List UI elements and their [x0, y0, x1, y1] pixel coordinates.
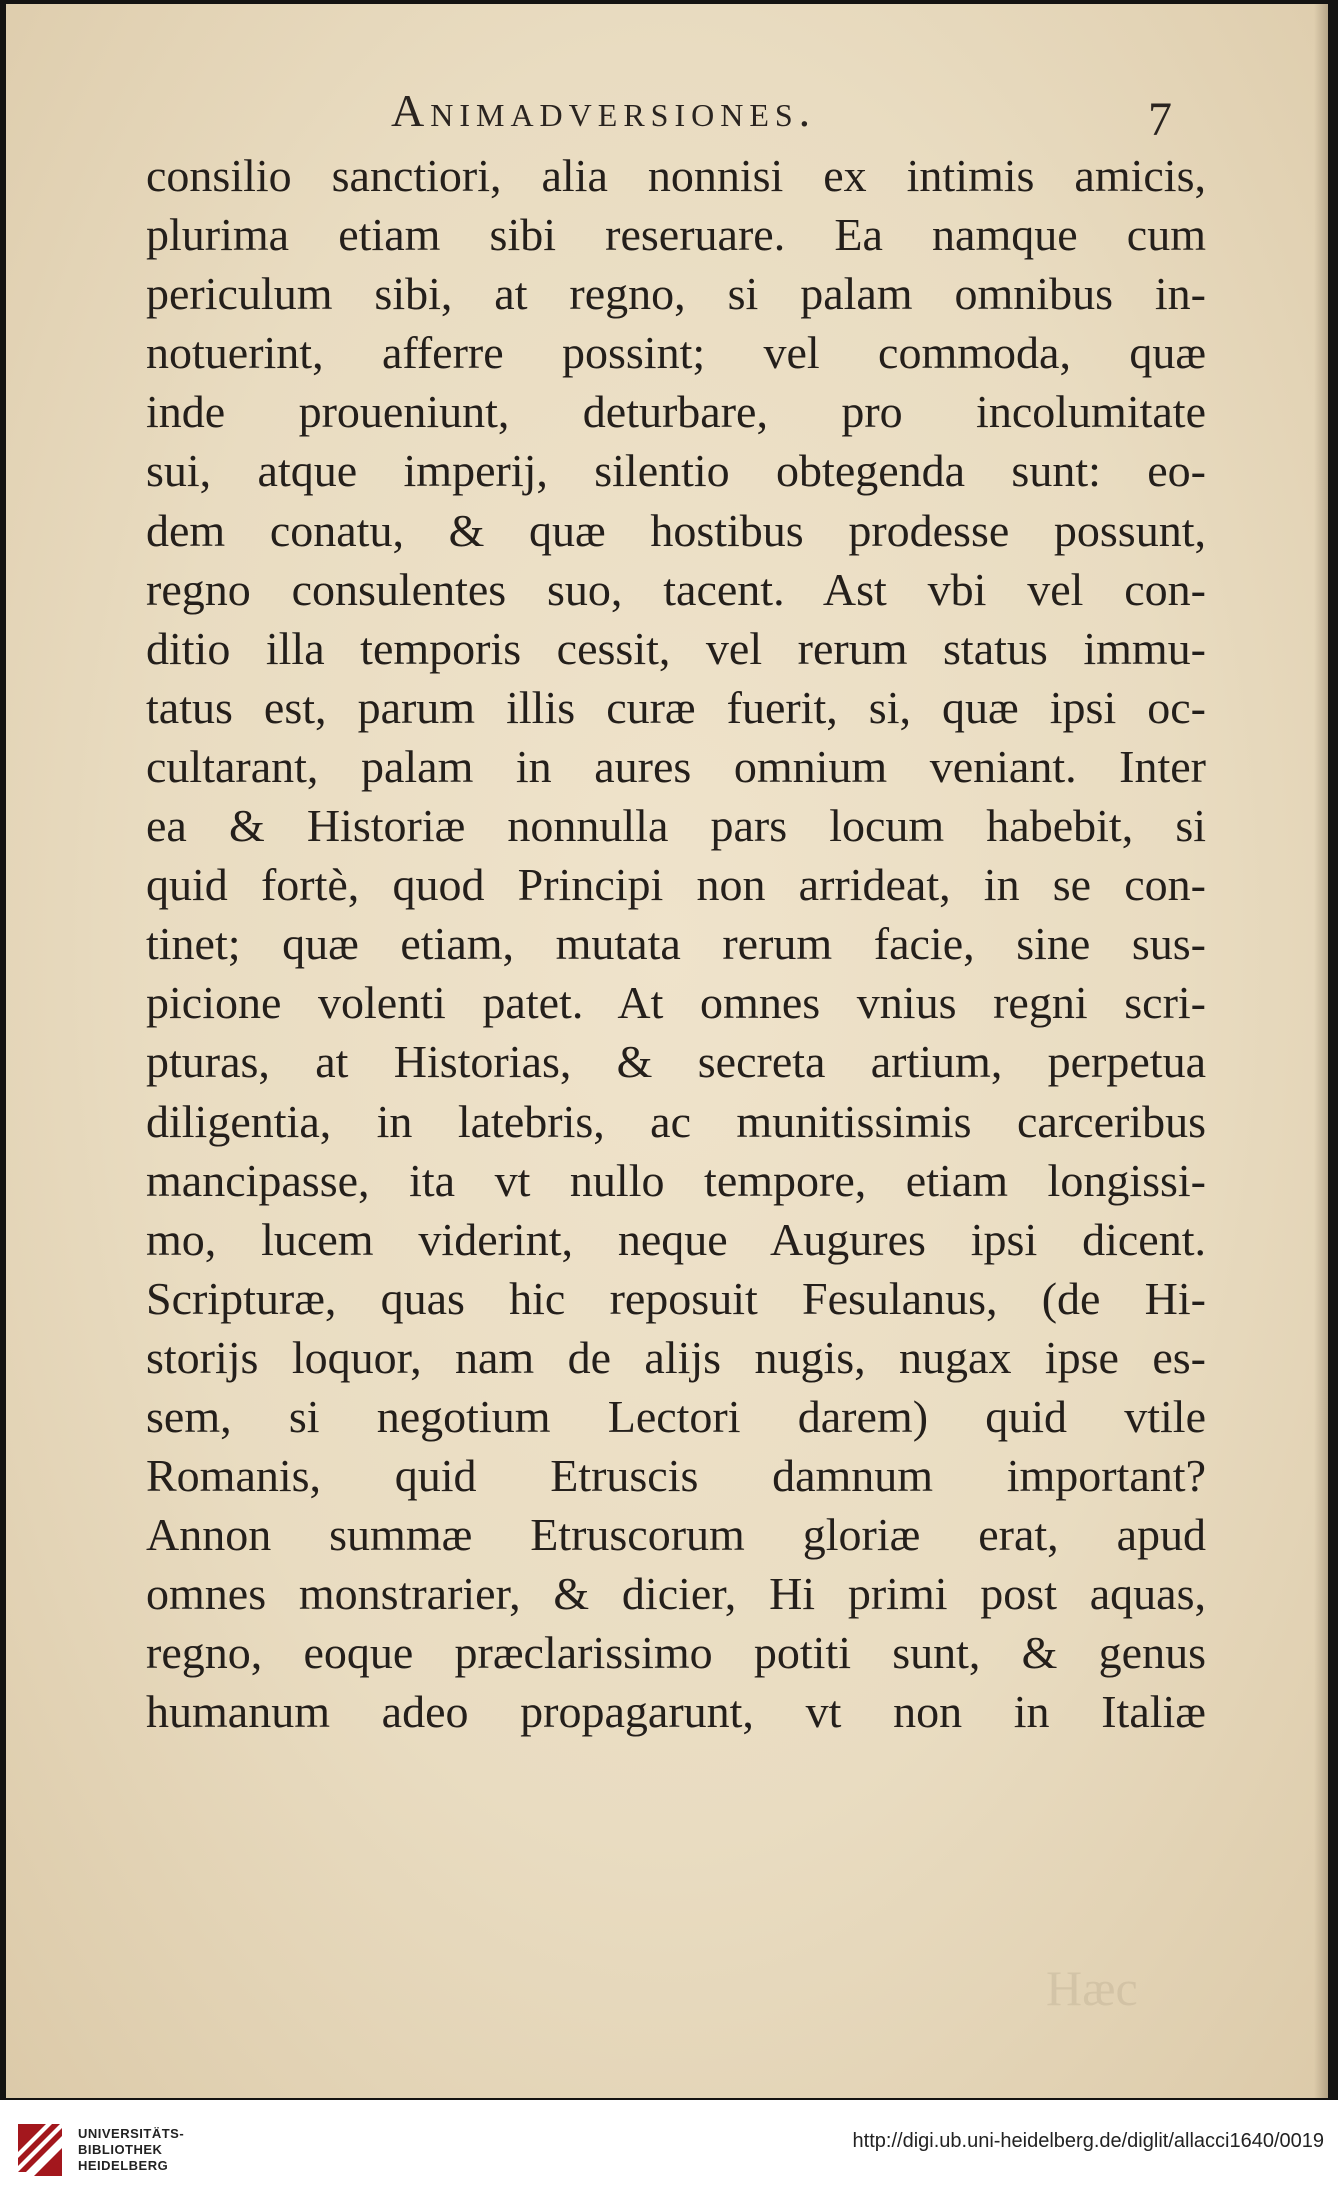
text-line: quid fortè, quod Principi non arrideat, in se con- [146, 859, 1206, 911]
text-line: tinet; quæ etiam, mutata rerum facie, sine sus- [146, 918, 1206, 970]
text-line: ea & Historiæ nonnulla pars locum habebit, si [146, 800, 1206, 852]
text-line: regno consulentes suo, tacent. Ast vbi vel con- [146, 563, 1206, 615]
text-line: ditio illa temporis cessit, vel rerum status immu- [146, 622, 1206, 674]
text-line: consilio sanctiori, alia nonnisi ex intimis amicis, [146, 150, 1206, 201]
show-through-text: Hæc [1046, 1960, 1138, 2016]
viewer-footer [0, 2100, 1338, 2207]
text-line: plurima etiam sibi reseruare. Ea namque cum [146, 209, 1206, 261]
text-line: pturas, at Historias, & secreta artium, perpetua [146, 1036, 1206, 1088]
text-line: storijs loquor, nam de alijs nugis, nugax ipse es- [146, 1331, 1206, 1383]
library-name-line: BIBLIOTHEK [78, 2142, 163, 2157]
text-line: Scripturæ, quas hic reposuit Fesulanus, (de Hi- [146, 1272, 1206, 1324]
book-page [6, 4, 1328, 2098]
library-logo-icon [14, 2120, 66, 2180]
text-line: humanum adeo propagarunt, vt non in Italiæ [146, 1686, 1206, 1738]
text-line: Romanis, quid Etruscis damnum important? [146, 1450, 1206, 1502]
text-line: diligentia, in latebris, ac munitissimis carceribus [146, 1095, 1206, 1147]
text-line: inde proueniunt, deturbare, pro incolumitate [146, 386, 1206, 438]
running-head: Animadversiones. [391, 85, 817, 136]
text-line: tatus est, parum illis curæ fuerit, si, quæ ipsi oc- [146, 681, 1206, 733]
page-edge-shadow [1314, 4, 1328, 2098]
text-line: sem, si negotium Lectori darem) quid vtile [146, 1390, 1206, 1442]
text-line: mancipasse, ita vt nullo tempore, etiam longissi- [146, 1154, 1206, 1206]
body-text [146, 146, 1206, 1742]
text-line: notuerint, afferre possint; vel commoda, quæ [146, 327, 1206, 379]
text-line: dem conatu, & quæ hostibus prodesse possunt, [146, 504, 1206, 556]
text-line: periculum sibi, at regno, si palam omnibus in- [146, 268, 1206, 320]
library-name-line: UNIVERSITÄTS- [78, 2126, 185, 2141]
library-name [78, 2126, 184, 2174]
text-line: omnes monstrarier, & dicier, Hi primi post aquas, [146, 1568, 1206, 1620]
text-line: cultarant, palam in aures omnium veniant. Inter [146, 740, 1206, 792]
text-line: picione volenti patet. At omnes vnius regni scri- [146, 977, 1206, 1029]
permalink-url[interactable]: http://digi.ub.uni-heidelberg.de/diglit/allacci1640/0019 [852, 2130, 1324, 2152]
text-line: sui, atque imperij, silentio obtegenda sunt: eo- [146, 445, 1206, 497]
text-line: Annon summæ Etruscorum gloriæ erat, apud [146, 1509, 1206, 1561]
library-name-line: HEIDELBERG [78, 2158, 169, 2173]
page-number: 7 [1148, 93, 1172, 146]
text-line: mo, lucem viderint, neque Augures ipsi dicent. [146, 1213, 1206, 1265]
text-line: regno, eoque præclarissimo potiti sunt, & genus [146, 1627, 1206, 1679]
